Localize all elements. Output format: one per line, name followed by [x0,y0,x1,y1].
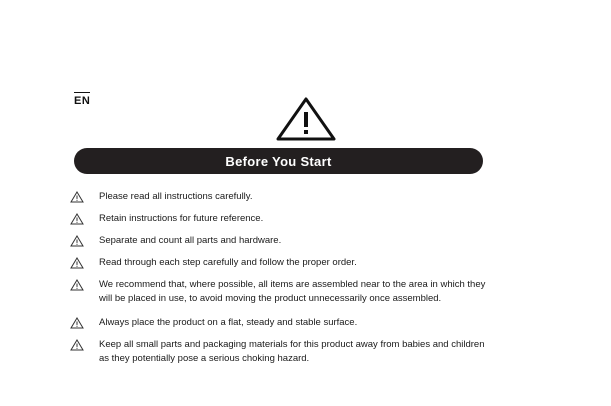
warning-triangle-icon [70,338,84,351]
list-item-label: Read through each step carefully and follow the proper order. [99,257,357,268]
warning-triangle-icon [70,212,84,225]
list-item [70,212,488,226]
list-item [70,234,488,248]
list-item [70,338,488,366]
section-title: Before You Start [225,153,332,169]
warning-triangle-icon [70,190,84,203]
list-item-label: We recommend that, where possible, all items are assembled near to the area in which they will be placed in use, to avoid moving the product unnecessarily once assembled. [99,279,486,304]
list-item-label: Retain instructions for future reference. [99,213,264,224]
list-item [70,256,488,270]
warning-triangle-icon [0,96,611,142]
language-marker: EN [74,92,90,107]
list-item-label: Please read all instructions carefully. [99,191,253,202]
warning-triangle-icon [70,316,84,329]
list-item-label: Separate and count all parts and hardware. [99,235,282,246]
list-item-label: Always place the product on a flat, steady and stable surface. [99,317,358,328]
warning-triangle-icon [70,256,84,269]
list-item [70,278,488,306]
warning-triangle-icon [70,278,84,291]
list-item [70,190,488,204]
section-banner [74,148,483,174]
list-item [70,316,488,330]
notice-list [70,190,488,376]
list-item-label: Keep all small parts and packaging materials for this product away from babies and children as they potentially pose a serious choking hazard. [99,339,485,364]
warning-triangle-icon [70,234,84,247]
